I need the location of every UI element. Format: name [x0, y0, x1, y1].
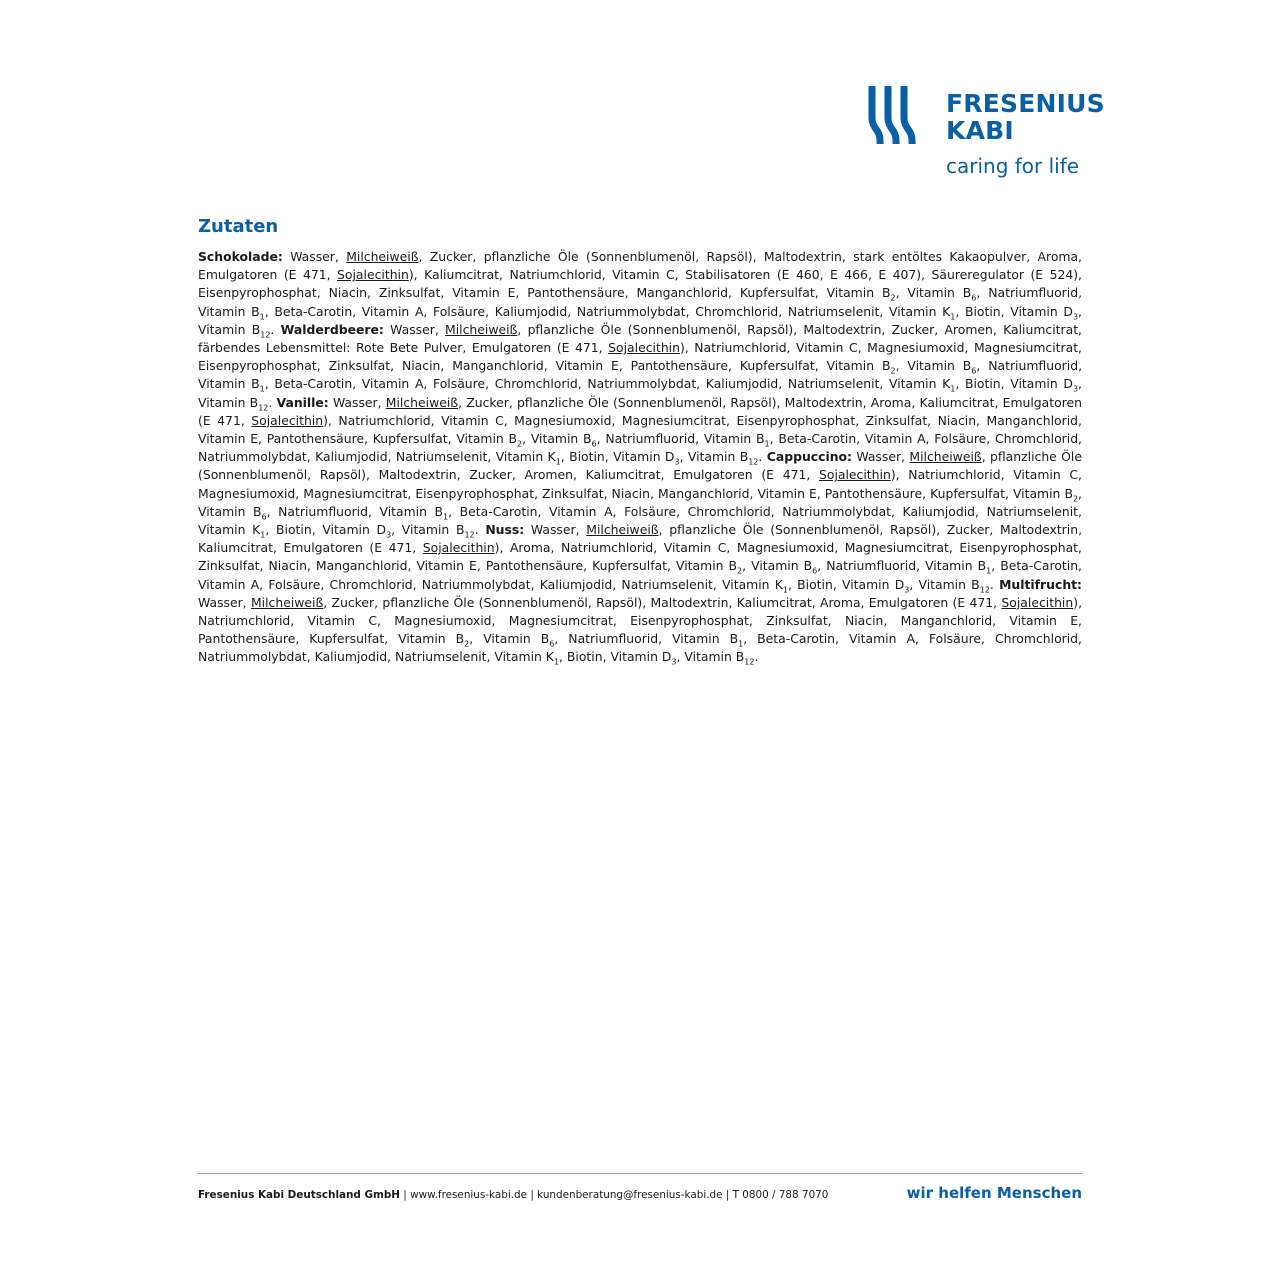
product-name: Nuss:: [485, 522, 525, 538]
allergen: Milcheiweiß: [250, 594, 324, 610]
ingredients-part: ), Natriumchlorid, Vitamin C, Magnesiumoxid, Magnesiumcitrat, Eisenpyrophosphat, Zinksulfat, Niacin, Manganchlorid, Vitamin E, Pantothensäure, Kupfersulfat, Vitamin $B_2$, Vitamin $B_6$, Natriumfluorid, Vitamin $B_1$, Beta-Carotin, Vitamin A, Folsäure, Chromchlorid, Natriummolybdat, Kaliumjodid, Natriumselenit, Vitamin $K_1$, Biotin, Vitamin $D_3$, Vitamin $B_{12}$.: [198, 340, 1083, 413]
allergen: Sojalecithin: [337, 267, 409, 283]
product-name: Walderdbeere:: [280, 321, 384, 337]
ingredients-part: , Zucker, pflanzliche Öle (Sonnenblumenöl, Rapsöl), Maltodextrin, Kaliumcitrat, Aroma, Emulgatoren (E 471,: [323, 594, 1002, 610]
product-name: Multifrucht:: [999, 576, 1083, 592]
ingredients-part: Wasser,: [198, 594, 251, 610]
allergen: Sojalecithin: [608, 340, 680, 356]
fresenius-kabi-wave-icon: [866, 84, 928, 146]
brand-name: [946, 90, 1105, 144]
allergen: Milcheiweiß: [586, 522, 659, 538]
brand-logo: [866, 84, 1105, 184]
footer-contact-line: [198, 1189, 828, 1201]
footer-divider: [198, 1173, 1082, 1174]
allergen: Sojalecithin: [422, 540, 495, 556]
ingredients-part: ), Natriumchlorid, Vitamin C, Magnesiumoxid, Magnesiumcitrat, Eisenpyrophosphat, Zinksulfat, Niacin, Manganchlorid, Vitamin E, Pantothensäure, Kupfersulfat, Vitamin $B_2$, Vitamin $B_6$, Natriumfluorid, Vitamin $B_1$, Beta-Carotin, Vitamin A, Folsäure, Chromchlorid, Natriummolybdat, Kaliumjodid, Natriumselenit, Vitamin $K_1$, Biotin, Vitamin $D_3$, Vitamin $B_{12}$.: [198, 594, 1083, 667]
ingredients-part: Wasser,: [328, 394, 386, 410]
product-name: Cappuccino:: [766, 449, 852, 465]
ingredients-part: , pflanzliche Öle (Sonnenblumenöl, Rapsöl), Maltodextrin, Zucker, Aromen, Kaliumcitrat, färbendes Lebensmittel: Rote Bete Pulver, Emulgatoren (E 471,: [198, 321, 1082, 356]
ingredients-part: Wasser,: [383, 321, 446, 337]
ingredients-part: ), Kaliumcitrat, Natriumchlorid, Vitamin C, Stabilisatoren (E 460, E 466, E 407), Säureregulator (E 524), Eisenpyrophosphat, Niacin, Zinksulfat, Vitamin E, Pantothensäure, Manganchlorid, Kupfersulfat, Vitamin $B_2$, Vitamin $B_6$, Natriumfluorid, Vitamin $B_1$, Beta-Carotin, Vitamin A, Folsäure, Kaliumjodid, Natriummolybdat, Chromchlorid, Natriumselenit, Vitamin $K_1$, Biotin, Vitamin $D_3$, Vitamin $B_{12}$.: [198, 267, 1083, 340]
allergen: Sojalecithin: [819, 467, 891, 483]
brand-slogan: caring for life: [946, 154, 1080, 178]
ingredients-text: [198, 248, 1082, 667]
allergen: Milcheiweiß: [385, 394, 459, 410]
ingredients-part: ), Natriumchlorid, Vitamin C, Magnesiumoxid, Magnesiumcitrat, Eisenpyrophosphat, Zinksulfat, Niacin, Manganchlorid, Vitamin E, Pantothensäure, Kupfersulfat, Vitamin $B_2$, Vitamin $B_6$, Natriumfluorid, Vitamin $B_1$, Beta-Carotin, Vitamin A, Folsäure, Chromchlorid, Natriummolybdat, Kaliumjodid, Natriumselenit, Vitamin $K_1$, Biotin, Vitamin $D_3$, Vitamin $B_{12}$.: [198, 412, 1082, 467]
allergen: Sojalecithin: [1001, 594, 1074, 610]
ingredients-part: Wasser,: [524, 522, 587, 538]
product-name: Vanille:: [276, 394, 329, 410]
ingredients-part: Wasser,: [852, 449, 910, 465]
allergen: Sojalecithin: [251, 412, 324, 428]
brand-name-line1: FRESENIUS: [946, 89, 1105, 118]
allergen: Milcheiweiß: [909, 449, 982, 465]
footer-tagline: wir helfen Menschen: [906, 1184, 1082, 1202]
ingredients-part: , Zucker, pflanzliche Öle (Sonnenblumenöl, Rapsöl), Maltodextrin, stark entöltes Kakaopulver, Aroma, Emulgatoren (E 471,: [198, 249, 1082, 283]
ingredients-part: , Zucker, pflanzliche Öle (Sonnenblumenöl, Rapsöl), Maltodextrin, Aroma, Kaliumcitrat, Emulgatoren (E 471,: [198, 394, 1083, 428]
brand-name-line2: KABI: [946, 116, 1014, 145]
allergen: Milcheiweiß: [346, 249, 419, 264]
ingredients-part: Wasser,: [282, 249, 347, 264]
section-title: Zutaten: [198, 216, 279, 237]
footer-company: Fresenius Kabi Deutschland GmbH: [198, 1189, 400, 1201]
allergen: Milcheiweiß: [445, 321, 518, 337]
ingredients-part: , pflanzliche Öle (Sonnenblumenöl, Rapsöl), Maltodextrin, Zucker, Aromen, Kaliumcitrat, Emulgatoren (E 471,: [198, 449, 1082, 483]
ingredients-part: ), Aroma, Natriumchlorid, Vitamin C, Magnesiumoxid, Magnesiumcitrat, Eisenpyrophosphat, Zinksulfat, Niacin, Manganchlorid, Vitamin E, Pantothensäure, Kupfersulfat, Vitamin $B_2$, Vitamin $B_6$, Natriumfluorid, Vitamin $B_1$, Beta-Carotin, Vitamin A, Folsäure, Chromchlorid, Natriummolybdat, Kaliumjodid, Natriumselenit, Vitamin $K_1$, Biotin, Vitamin $D_3$, Vitamin $B_{12}$.: [198, 540, 1082, 595]
footer-contact: | www.fresenius-kabi.de | kundenberatung@fresenius-kabi.de | T 0800 / 788 7070: [399, 1189, 829, 1201]
product-name: Schokolade:: [198, 249, 283, 264]
ingredients-part: , pflanzliche Öle (Sonnenblumenöl, Rapsöl), Zucker, Maltodextrin, Kaliumcitrat, Emulgatoren (E 471,: [198, 522, 1083, 556]
ingredients-part: ), Natriumchlorid, Vitamin C, Magnesiumoxid, Magnesiumcitrat, Eisenpyrophosphat, Zinksulfat, Niacin, Manganchlorid, Vitamin E, Pantothensäure, Kupfersulfat, Vitamin $B_2$, Vitamin $B_6$, Natriumfluorid, Vitamin $B_1$, Beta-Carotin, Vitamin A, Folsäure, Chromchlorid, Natriummolybdat, Kaliumjodid, Natriumselenit, Vitamin $K_1$, Biotin, Vitamin $D_3$, Vitamin $B_{12}$.: [198, 467, 1082, 540]
